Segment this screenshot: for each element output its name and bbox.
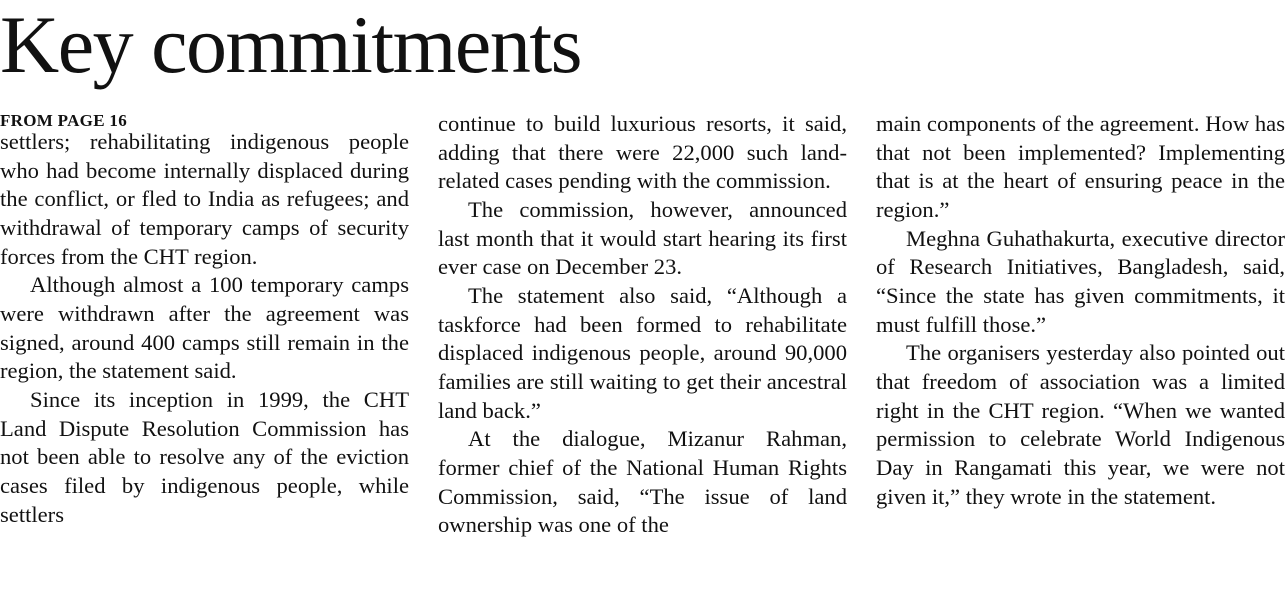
article-column-1 — [0, 110, 409, 529]
paragraph: The commission, however, announced last month that it would start hearing its first ever case on December 23. — [438, 196, 847, 280]
paragraph: The statement also said, “Although a taskforce had been formed to rehabilitate displaced indigenous people, around 90,000 families are still waiting to get their ancestral land back.” — [438, 282, 847, 423]
paragraph: main components of the agreement. How has that not been implemented? Implementing that is at the heart of ensuring peace in the region.” — [876, 111, 1285, 222]
paragraph: Since its inception in 1999, the CHT Land Dispute Resolution Commission has not been able to resolve any of the eviction cases filed by indigenous people, while settlers — [0, 386, 409, 527]
headline: Key commitments — [0, 0, 582, 90]
paragraph: Meghna Guhathakurta, executive director of Research Initiatives, Bangladesh, said, “Since the state has given commitments, it must fulfill those.” — [876, 225, 1285, 337]
article-column-2 — [438, 110, 847, 540]
jump-line: FROM PAGE 16 — [0, 111, 127, 130]
article-column-3 — [876, 110, 1285, 511]
paragraph: continue to build luxurious resorts, it said, adding that there were 22,000 such land-related cases pending with the commission. — [438, 111, 847, 194]
paragraph: At the dialogue, Mizanur Rahman, former chief of the National Human Rights Commission, said, “The issue of land ownership was one of the — [438, 426, 847, 538]
paragraph: settlers; rehabilitating indigenous people who had become internally displaced during the conflict, or fled to India as refugees; and withdrawal of temporary camps of security forces from the CHT region. — [0, 129, 409, 269]
paragraph: Although almost a 100 temporary camps were withdrawn after the agreement was signed, around 400 camps still remain in the region, the statement said. — [0, 272, 409, 384]
paragraph: The organisers yesterday also pointed out that freedom of association was a limited right in the CHT region. “When we wanted permission to celebrate World Indigenous Day in Rangamati this year, we were not given it,” they wrote in the statement. — [876, 340, 1285, 509]
